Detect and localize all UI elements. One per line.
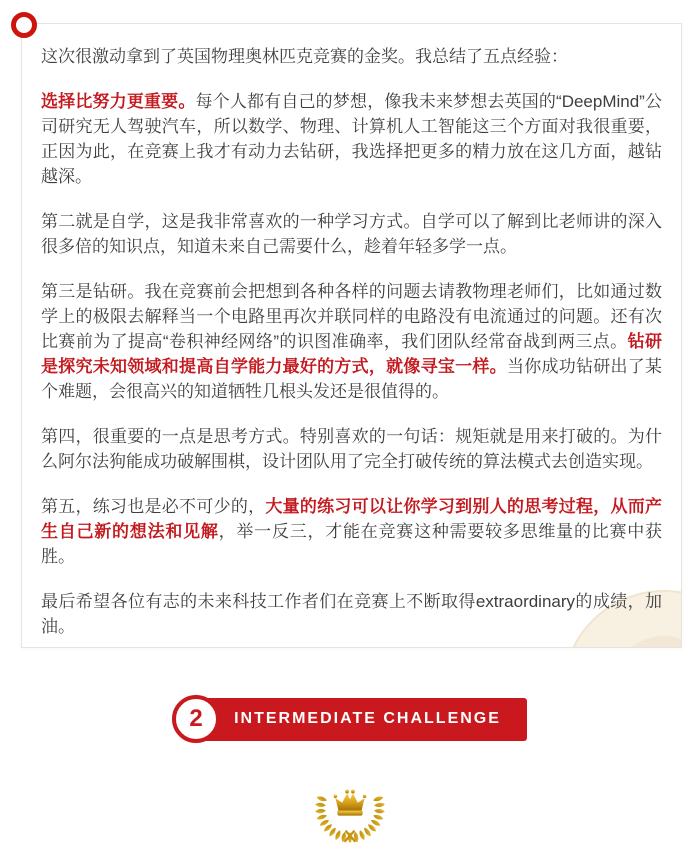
text-segment: 选择比努力更重要。 — [41, 92, 196, 111]
text-segment: 钻研是探究未知领域和提高自学能力最好的方式，就像寻宝一样。 — [41, 332, 663, 376]
paragraph — [41, 589, 662, 639]
paragraph — [41, 424, 662, 474]
text-segment: 第四，很重要的一点是思考方式。特别喜欢的一句话：规矩就是用来打破的。为什么阿尔法狗能成功破解围棋，设计团队用了完全打破传统的算法模式去创造实现。 — [41, 427, 662, 471]
text-segment: 第五，练习也是必不可少的， — [41, 497, 266, 516]
text-segment: 最后希望各位有志的未来科技工作者们在竞赛上不断取得extraordinary的成绩，加油。 — [41, 592, 662, 636]
text-segment: 第二就是自学，这是我非常喜欢的一种学习方式。自学可以了解到比老师讲的深入很多倍的知识点，知道未来自己需要什么，趁着年轻多学一点。 — [41, 212, 662, 256]
badge-bar — [184, 698, 527, 741]
crown-laurel-icon — [0, 775, 699, 843]
badge-number-circle — [172, 695, 220, 743]
article-card — [21, 23, 682, 648]
text-segment: 第三是钻研。我在竞赛前会把想到各种各样的问题去请教物理老师们，比如通过数学上的极限去解释当一个电路里再次并联同样的电路没有电流通过的问题。还有次比赛前为了提高“卷积神经网络”的识图准确率，我们团队经常奋战到两三点。 — [41, 282, 662, 351]
text-segment: 这次很激动拿到了英国物理奥林匹克竞赛的金奖。我总结了五点经验： — [41, 47, 568, 66]
paragraph — [41, 279, 662, 404]
text-segment: 每个人都有自己的梦想，像我未来梦想去英国的“DeepMind”公司研究无人驾驶汽车，所以数学、物理、计算机人工智能这三个方面对我很重要，正因为此，在竞赛上我才有动力去钻研，我选择把更多的精力放在这几方面，越钻越深。 — [41, 92, 663, 186]
badge-number: 2 — [189, 705, 203, 732]
text-segment: 大量的练习可以让你学习到别人的思考过程，从而产生自己新的想法和见解 — [41, 497, 662, 541]
paragraph — [41, 44, 662, 69]
section-badge — [0, 695, 699, 743]
text-segment: ，举一反三，才能在竞赛这种需要较多思维量的比赛中获胜。 — [41, 522, 663, 566]
text-segment: 当你成功钻研出了某个难题，会很高兴的知道牺牲几根头发还是很值得的。 — [41, 357, 663, 401]
ring-icon — [11, 12, 37, 38]
paragraph — [41, 209, 662, 259]
paragraph — [41, 494, 662, 569]
badge-label: INTERMEDIATE CHALLENGE — [234, 710, 501, 727]
paragraph — [41, 89, 662, 189]
